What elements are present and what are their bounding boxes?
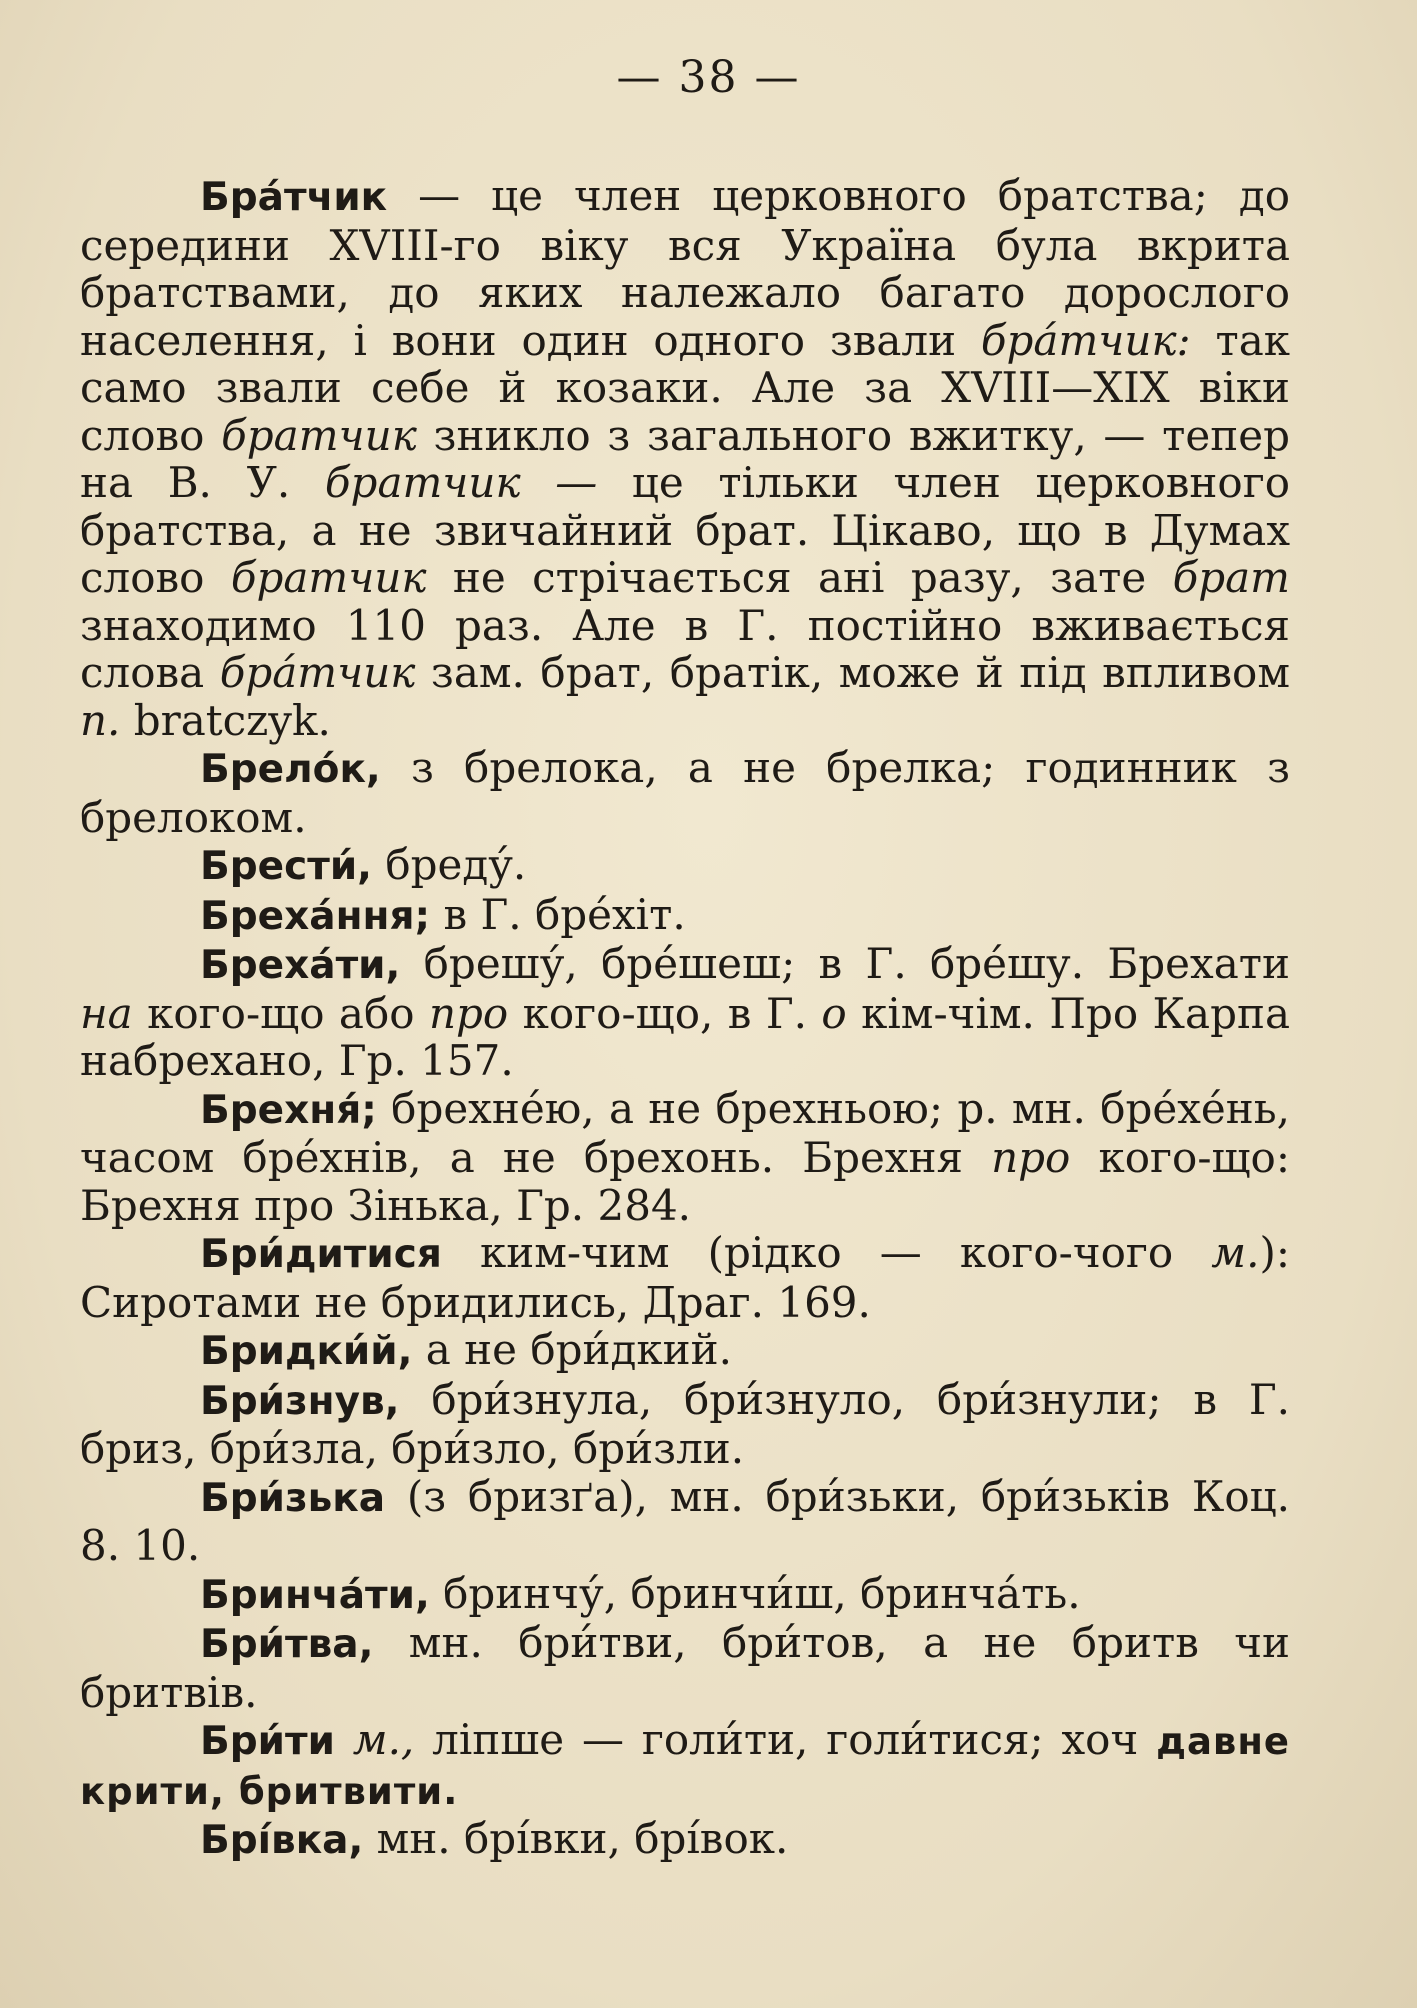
entry-brekhaty: Бреха́ти, брешу́, бре́шеш; в Г. бре́шу. Брехати на кого-що або про кого-що, в Г. о кім-чім. Про Карпа набрехано, Гр. 157.: [80, 939, 1291, 1085]
headword: Брі́вка,: [200, 1818, 364, 1863]
dictionary-text: [80, 172, 1290, 1865]
headword: Бри́ти: [200, 1719, 335, 1764]
entry-brekhnia: Брехня́; брехне́ю, а не брехньою; р. мн. бре́хе́нь, часом бре́хнів, а не брехонь. Брехня про кого-що: Брехня про Зінька, Гр. 284.: [80, 1083, 1290, 1230]
entry-brydytysia: Бри́дитися ким-чим (рідко — кого-чого м.): Сиротами не бридились, Драг. 169.: [80, 1228, 1290, 1327]
headword: Брело́к,: [200, 747, 381, 792]
headword: Бри́знув,: [200, 1378, 400, 1424]
headword: Бри́зька: [200, 1475, 386, 1521]
headword: Бридки́й,: [200, 1329, 413, 1374]
bold-note: давне крити, бритвити.: [80, 1720, 1290, 1813]
entry-brivka: Брі́вка, мн. брі́вки, брі́вок.: [200, 1814, 789, 1863]
page-number: — 38 —: [616, 52, 801, 103]
headword: Бреха́ти,: [200, 943, 401, 988]
headword: Брехня́;: [200, 1087, 377, 1133]
headword: Бринча́ти,: [200, 1572, 430, 1618]
headword: Брести́,: [200, 844, 372, 889]
headword: Бреха́ння;: [200, 893, 431, 939]
entry-brydkyi: Бридки́й, а не бри́дкий.: [200, 1325, 732, 1374]
entry-brynchaty: Бринча́ти, бринчу́, бринчи́ш, бринча́ть.: [200, 1568, 1081, 1618]
entry-brekhannia: Бреха́ння; в Г. бре́хіт.: [200, 889, 686, 939]
entry-bryzka: Бри́зька (з бризґа), мн. бри́зьки, бри́зьків Коц. 8. 10.: [80, 1471, 1290, 1570]
headword: Бра́тчик: [200, 175, 388, 220]
entry-bryznuv: Бри́знув, бри́знула, бри́знуло, бри́знули; в Г. бриз, бри́зла, бри́зло, бри́зли.: [80, 1374, 1290, 1473]
entry-bryty: Бри́ти м., ліпше — голи́ти, голи́тися; хоч давне крити, бритвити.: [80, 1715, 1290, 1813]
entry-bresty: Брести́, бреду́.: [200, 840, 527, 889]
headword: Бри́тва,: [200, 1622, 374, 1667]
headword: Бри́дитися: [200, 1232, 442, 1277]
entry-bratchyk: Бра́тчик — це член церковного братства; до середини XVIII-го віку вся Україна була вкрита братствами, до яких належало багато дорослого населення, і вони один одного звали бра́тчик: так само звали себе й козаки. Але за XVIII—XIX віки слово братчик зникло з загального вжитку, — тепер на В. У. братчик — це тільки член церковного братства, а не звичайний брат. Цікаво, що в Думах слово братчик не стрічається ані разу, зате брат знаходимо 110 раз. Але в Г. постійно вживається слова бра́тчик зам. брат, братік, може й під впливом п. bratczyk.: [80, 171, 1290, 745]
entry-brelok: Брело́к, з брелока, а не брелка; годинник з брелоком.: [80, 743, 1290, 842]
entry-brytva: Бри́тва, мн. бри́тви, бри́тов, а не бритв чи бритвів.: [80, 1618, 1290, 1717]
